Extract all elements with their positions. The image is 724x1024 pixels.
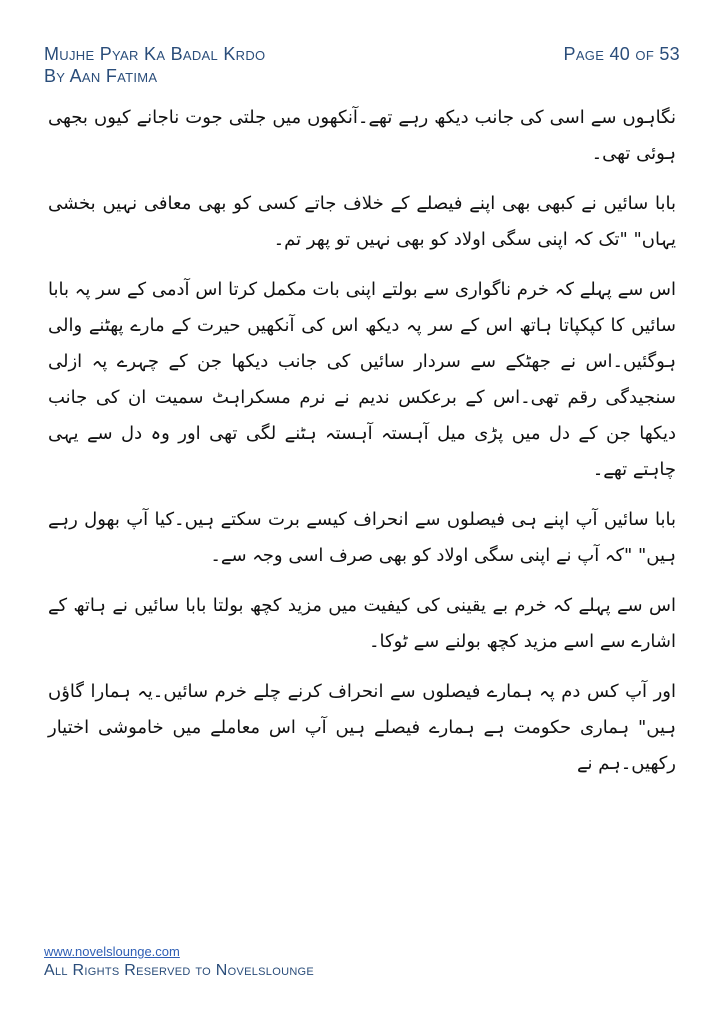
novel-title: Mujhe Pyar Ka Badal Krdo (44, 44, 266, 64)
paragraph: بابا سائیں آپ اپنے ہی فیصلوں سے انحراف کیسے برت سکتے ہیں۔کیا آپ بھول رہے ہیں" "کہ آپ نے اپنی سگی اولاد کو بھی صرف اسی وجہ سے۔ (48, 509, 676, 566)
paragraph: اس سے پہلے کہ خرم ناگواری سے بولتے اپنی بات مکمل کرتا اس آدمی کے سر پہ بابا سائیں کا کپکپاتا ہاتھ اس کے سر پہ دیکھ اس کی آنکھیں حیرت کے مارے پھٹنے والی ہوگئیں۔اس نے جھٹکے سے سردار سائیں کی جانب دیکھا جن کے چہرے پہ ازلی سنجیدگی رقم تھی۔اس کے برعکس ندیم نے نرم مسکراہٹ سمیت ان کی جانب دیکھا جن کے دل میں پڑی میل آہستہ آہستہ ہٹنے لگی تھی اور وہ دل سے یہی چاہتے تھے۔ (48, 279, 676, 480)
paragraph: بابا سائیں نے کبھی بھی اپنے فیصلے کے خلاف جاتے کسی کو بھی معافی نہیں بخشی یہاں" "تک کہ اپنی سگی اولاد کو بھی نہیں تو پھر تم۔ (48, 193, 676, 250)
paragraph: نگاہوں سے اسی کی جانب دیکھ رہے تھے۔آنکھوں میں جلتی جوت ناجانے کیوں بجھی ہوئی تھی۔ (48, 107, 676, 164)
page-number: Page 40 of 53 (563, 44, 680, 64)
paragraph: اس سے پہلے کہ خرم بے یقینی کی کیفیت میں مزید کچھ بولتا بابا سائیں نے ہاتھ کے اشارے سے اسے مزید کچھ بولنے سے ٹوکا۔ (48, 595, 676, 652)
page-header (44, 44, 680, 94)
page-footer (44, 944, 314, 980)
author-line: By Aan Fatima (44, 66, 158, 86)
website-link[interactable]: www.novelslounge.com (44, 944, 180, 959)
page-body (48, 100, 676, 796)
copyright-notice: All Rights Reserved to Novelslounge (44, 962, 315, 979)
paragraph: اور آپ کس دم پہ ہمارے فیصلوں سے انحراف کرنے چلے خرم سائیں۔یہ ہمارا گاؤں ہیں" ہماری حکومت ہے ہمارے فیصلے ہیں آپ اس معاملے میں خاموشی اختیار رکھیں۔ہم نے (48, 681, 676, 774)
